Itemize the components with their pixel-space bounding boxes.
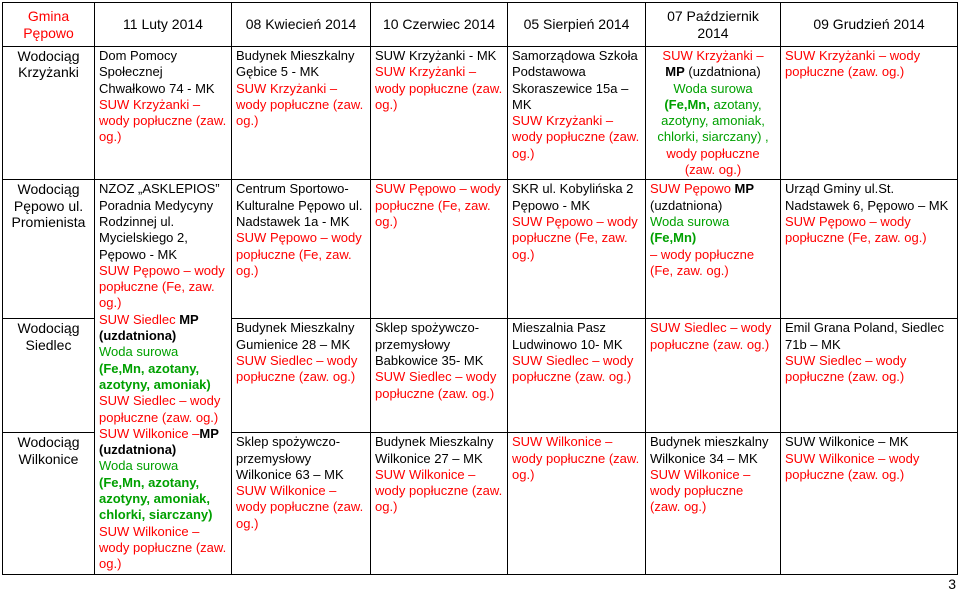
table-cell: Sklep spożywczo-przemysłowy Wilkonice 63 – MK SUW Wilkonice – wody popłuczne (zaw. og.) [232,433,371,574]
table-cell: SUW Pępowo MP (uzdatniona) Woda surowa (Fe,Mn) – wody popłuczne (Fe, zaw. og.) [646,180,781,319]
table-cell: SUW Wilkonice – wody popłuczne (zaw. og.) [508,433,646,574]
table-cell: Budynek mieszkalny Wilkonice 34 – MK SUW Wilkonice – wody popłuczne (zaw. og.) [646,433,781,574]
corner-header: Gmina Pępowo [3,3,95,47]
schedule-table [2,2,958,575]
table-cell: Dom Pomocy Społecznej Chwałkowo 74 - MK SUW Krzyżanki – wody popłuczne (zaw. og.) [95,47,232,180]
table-row [3,180,958,319]
date-header: 10 Czerwiec 2014 [371,3,508,47]
table-cell: Centrum Sportowo-Kulturalne Pępowo ul. Nadstawek 1a - MK SUW Pępowo – wody popłuczne (Fe, zaw. og.) [232,180,371,319]
date-header: 05 Sierpień 2014 [508,3,646,47]
table-cell: SUW Pępowo – wody popłuczne (Fe, zaw. og.) [371,180,508,319]
table-cell: Budynek Mieszkalny Gumienice 28 – MK SUW Siedlec – wody popłuczne (zaw. og.) [232,319,371,433]
table-cell: SUW Siedlec – wody popłuczne (zaw. og.) [646,319,781,433]
table-cell: SKR ul. Kobylińska 2 Pępowo - MK SUW Pępowo – wody popłuczne (Fe, zaw. og.) [508,180,646,319]
page-number: 3 [948,576,956,592]
table-cell: NZOZ „ASKLEPIOS” Poradnia Medycyny Rodzinnej ul. Mycielskiego 2, Pępowo - MK SUW Pępowo – wody popłuczne (Fe, zaw. og.) SUW Siedlec MP (uzdatniona) Woda surowa (Fe,Mn, azotany, azotyny, amoniak) SUW Siedlec – wody popłuczne (zaw. og.) SUW Wilkonice –MP (uzdatniona) Woda surowa (Fe,Mn, azotany, azotyny, amoniak, chlorki, siarczany) SUW Wilkonice – wody popłuczne (zaw. og.) [95,180,232,574]
date-header: 11 Luty 2014 [95,3,232,47]
date-header: 07 Październik 2014 [646,3,781,47]
table-cell: Mieszalnia Pasz Ludwinowo 10- MK SUW Siedlec – wody popłuczne (zaw. og.) [508,319,646,433]
header-row [3,3,958,47]
table-cell: Sklep spożywczo-przemysłowy Babkowice 35- MK SUW Siedlec – wody popłuczne (zaw. og.) [371,319,508,433]
table-cell: SUW Wilkonice – MK SUW Wilkonice – wody popłuczne (zaw. og.) [781,433,958,574]
row-header: Wodociąg Siedlec [3,319,95,433]
table-cell: Emil Grana Poland, Siedlec 71b – MK SUW Siedlec – wody popłuczne (zaw. og.) [781,319,958,433]
table-cell: Urząd Gminy ul.St. Nadstawek 6, Pępowo – MK SUW Pępowo – wody popłuczne (Fe, zaw. og.) [781,180,958,319]
table-cell: SUW Krzyżanki - MK SUW Krzyżanki – wody popłuczne (zaw. og.) [371,47,508,180]
date-header: 09 Grudzień 2014 [781,3,958,47]
table-cell: SUW Krzyżanki – MP (uzdatniona) Woda surowa (Fe,Mn, azotany, azotyny, amoniak, chlorki, siarczany) , wody popłuczne (zaw. og.) [646,47,781,180]
table-cell: Budynek Mieszkalny Gębice 5 - MK SUW Krzyżanki – wody popłuczne (zaw. og.) [232,47,371,180]
table-cell: Samorządowa Szkoła Podstawowa Skoraszewice 15a – MK SUW Krzyżanki – wody popłuczne (zaw. og.) [508,47,646,180]
table-cell: SUW Krzyżanki – wody popłuczne (zaw. og.) [781,47,958,180]
row-header: Wodociąg Wilkonice [3,433,95,574]
table-row [3,47,958,180]
table-cell: Budynek Mieszkalny Wilkonice 27 – MK SUW Wilkonice – wody popłuczne (zaw. og.) [371,433,508,574]
row-header: Wodociąg Krzyżanki [3,47,95,180]
date-header: 08 Kwiecień 2014 [232,3,371,47]
row-header: Wodociąg Pępowo ul. Promienista [3,180,95,319]
